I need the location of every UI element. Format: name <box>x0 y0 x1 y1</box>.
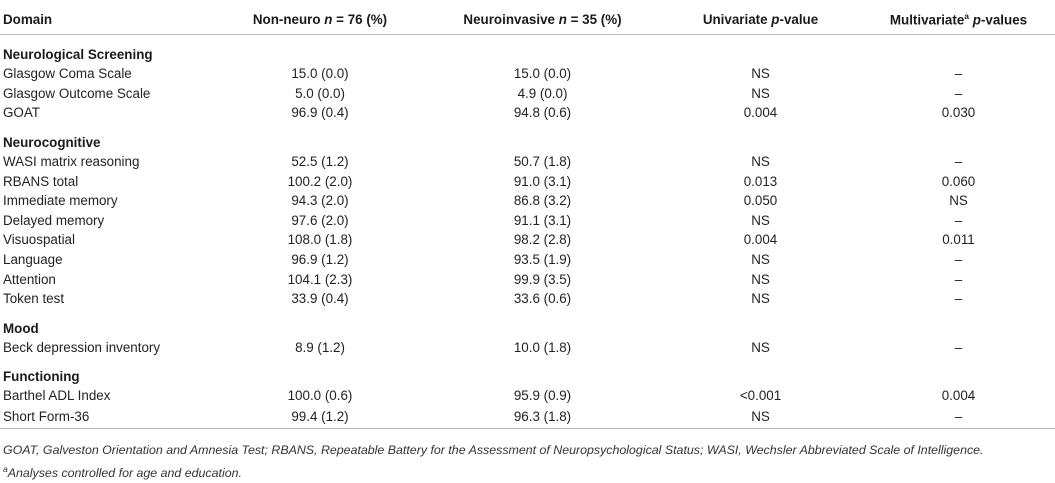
cell-neuroinvasive: 91.0 (3.1) <box>513 173 572 189</box>
cell-neuroinvasive: 93.5 (1.9) <box>513 252 572 268</box>
cell-neuroinvasive: 98.2 (2.8) <box>513 232 572 248</box>
header-non-neuro-label: Non-neuro <box>252 11 325 27</box>
header-row <box>0 4 1055 35</box>
cell-non-neuro: 104.1 (2.3) <box>287 271 353 287</box>
header-multivariate-suffix: -values <box>980 12 1028 28</box>
cell-domain: Barthel ADL Index <box>3 388 111 404</box>
cell-univariate-p: 0.050 <box>743 193 778 209</box>
cell-multivariate-p: 0.011 <box>942 232 975 248</box>
cell-univariate-p: NS <box>659 406 862 429</box>
cell-univariate-p: NS <box>751 212 770 228</box>
cell-univariate-p: NS <box>751 291 770 307</box>
cell-domain: Language <box>3 252 63 268</box>
cell-neuroinvasive: 33.6 (0.6) <box>513 291 572 307</box>
header-non-neuro <box>214 4 426 35</box>
cell-univariate-p: NS <box>751 339 770 355</box>
cell-multivariate-p: 0.030 <box>941 105 976 121</box>
section-title: Functioning <box>3 369 80 385</box>
cell-univariate-p: NS <box>751 85 770 101</box>
header-univariate <box>659 4 862 35</box>
footnote-note-text: Analyses controlled for age and education. <box>7 466 242 481</box>
table-row <box>0 64 1055 84</box>
table-row <box>0 211 1055 231</box>
header-neuroinvasive <box>426 4 659 35</box>
results-table <box>0 4 1055 429</box>
cell-non-neuro: 8.9 (1.2) <box>295 339 345 355</box>
cell-neuroinvasive: 86.8 (3.2) <box>513 193 572 209</box>
cell-domain: Short Form-36 <box>0 406 214 429</box>
table-row <box>0 289 1055 309</box>
table-row <box>0 338 1055 358</box>
cell-non-neuro: 100.2 (2.0) <box>287 173 353 189</box>
section-title: Neurological Screening <box>3 47 153 62</box>
cell-multivariate-p: – <box>862 406 1055 429</box>
cell-non-neuro: 108.0 (1.8) <box>287 232 353 248</box>
results-table-container <box>0 4 1055 429</box>
cell-neuroinvasive: 10.0 (1.8) <box>513 339 572 355</box>
cell-univariate-p: NS <box>751 154 770 170</box>
table-row <box>0 406 1055 429</box>
section-row <box>0 35 1055 65</box>
cell-domain: GOAT <box>3 105 40 121</box>
section-row <box>0 309 1055 338</box>
header-multivariate-sup: a <box>964 10 970 21</box>
table-row <box>0 250 1055 270</box>
cell-domain: Glasgow Coma Scale <box>3 66 132 82</box>
table-row <box>0 386 1055 406</box>
cell-univariate-p: 0.004 <box>743 232 778 248</box>
cell-multivariate-p: NS <box>949 193 968 209</box>
cell-non-neuro: 5.0 (0.0) <box>295 85 345 101</box>
cell-univariate-p: NS <box>751 271 770 287</box>
cell-domain: Glasgow Outcome Scale <box>3 85 151 101</box>
cell-multivariate-p: – <box>954 85 963 101</box>
cell-domain: Attention <box>3 271 56 287</box>
cell-domain: RBANS total <box>3 173 79 189</box>
table-row <box>0 84 1055 104</box>
cell-non-neuro: 99.4 (1.2) <box>214 406 426 429</box>
table-body <box>0 35 1055 429</box>
cell-neuroinvasive: 96.3 (1.8) <box>426 406 659 429</box>
cell-multivariate-p: – <box>954 212 963 228</box>
header-neuro-count: = 35 (%) <box>566 11 622 27</box>
cell-non-neuro: 94.3 (2.0) <box>291 193 349 209</box>
cell-univariate-p: <0.001 <box>739 388 782 404</box>
header-domain <box>0 4 214 35</box>
cell-multivariate-p: – <box>954 291 963 307</box>
header-univariate-p: p <box>771 11 780 27</box>
cell-multivariate-p: – <box>954 271 963 287</box>
cell-neuroinvasive: 94.8 (0.6) <box>513 105 572 121</box>
cell-multivariate-p: – <box>954 66 963 82</box>
table-footnote <box>3 441 1048 483</box>
header-domain-label: Domain <box>3 11 53 27</box>
section-title: Mood <box>3 320 39 336</box>
cell-neuroinvasive: 91.1 (3.1) <box>513 212 572 228</box>
cell-multivariate-p: – <box>954 339 963 355</box>
header-non-neuro-n: n <box>324 11 333 27</box>
header-neuro-n: n <box>558 11 567 27</box>
cell-neuroinvasive: 95.9 (0.9) <box>513 388 572 404</box>
section-title: Neurocognitive <box>3 134 101 150</box>
cell-non-neuro: 96.9 (1.2) <box>291 252 349 268</box>
cell-multivariate-p: – <box>954 252 963 268</box>
table-row <box>0 230 1055 250</box>
cell-non-neuro: 15.0 (0.0) <box>291 66 349 82</box>
cell-multivariate-p: 0.060 <box>941 173 976 189</box>
cell-domain: WASI matrix reasoning <box>3 154 140 170</box>
cell-univariate-p: 0.004 <box>743 105 778 121</box>
table-row <box>0 191 1055 211</box>
header-multivariate <box>862 4 1055 35</box>
cell-domain: Token test <box>3 291 65 307</box>
table-row <box>0 103 1055 123</box>
cell-univariate-p: 0.013 <box>743 173 778 189</box>
header-neuro-label: Neuroinvasive <box>463 11 559 27</box>
cell-neuroinvasive: 15.0 (0.0) <box>513 66 572 82</box>
header-univariate-suffix: -value <box>779 11 819 27</box>
cell-domain: Visuospatial <box>3 232 75 248</box>
cell-non-neuro: 33.9 (0.4) <box>291 291 349 307</box>
cell-neuroinvasive: 50.7 (1.8) <box>513 154 572 170</box>
cell-multivariate-p: 0.004 <box>941 388 976 404</box>
table-row <box>0 269 1055 289</box>
cell-domain: Immediate memory <box>3 193 118 209</box>
header-multivariate-p: p <box>972 12 981 28</box>
cell-non-neuro: 52.5 (1.2) <box>291 154 349 170</box>
header-multivariate-label: Multivariate <box>889 12 965 28</box>
table-row <box>0 171 1055 191</box>
footnote-note-sup: a <box>3 464 8 474</box>
header-univariate-label: Univariate <box>702 11 772 27</box>
cell-neuroinvasive: 99.9 (3.5) <box>513 271 572 287</box>
section-row <box>0 357 1055 386</box>
cell-multivariate-p: – <box>954 154 963 170</box>
table-header <box>0 4 1055 35</box>
cell-non-neuro: 100.0 (0.6) <box>287 388 353 404</box>
footnote-abbreviations: GOAT, Galveston Orientation and Amnesia Test; RBANS, Repeatable Battery for the Assessment of Neuropsychological Status; WASI, Wechsler Abbreviated Scale of Intelligence. <box>3 443 984 457</box>
header-non-neuro-count: = 76 (%) <box>332 11 388 27</box>
cell-domain: Beck depression inventory <box>3 339 161 355</box>
table-row <box>0 152 1055 172</box>
cell-domain: Delayed memory <box>3 212 105 228</box>
cell-non-neuro: 97.6 (2.0) <box>291 212 349 228</box>
cell-univariate-p: NS <box>751 252 770 268</box>
cell-univariate-p: NS <box>751 66 770 82</box>
cell-neuroinvasive: 4.9 (0.0) <box>517 85 568 101</box>
section-row <box>0 123 1055 152</box>
cell-non-neuro: 96.9 (0.4) <box>291 105 349 121</box>
